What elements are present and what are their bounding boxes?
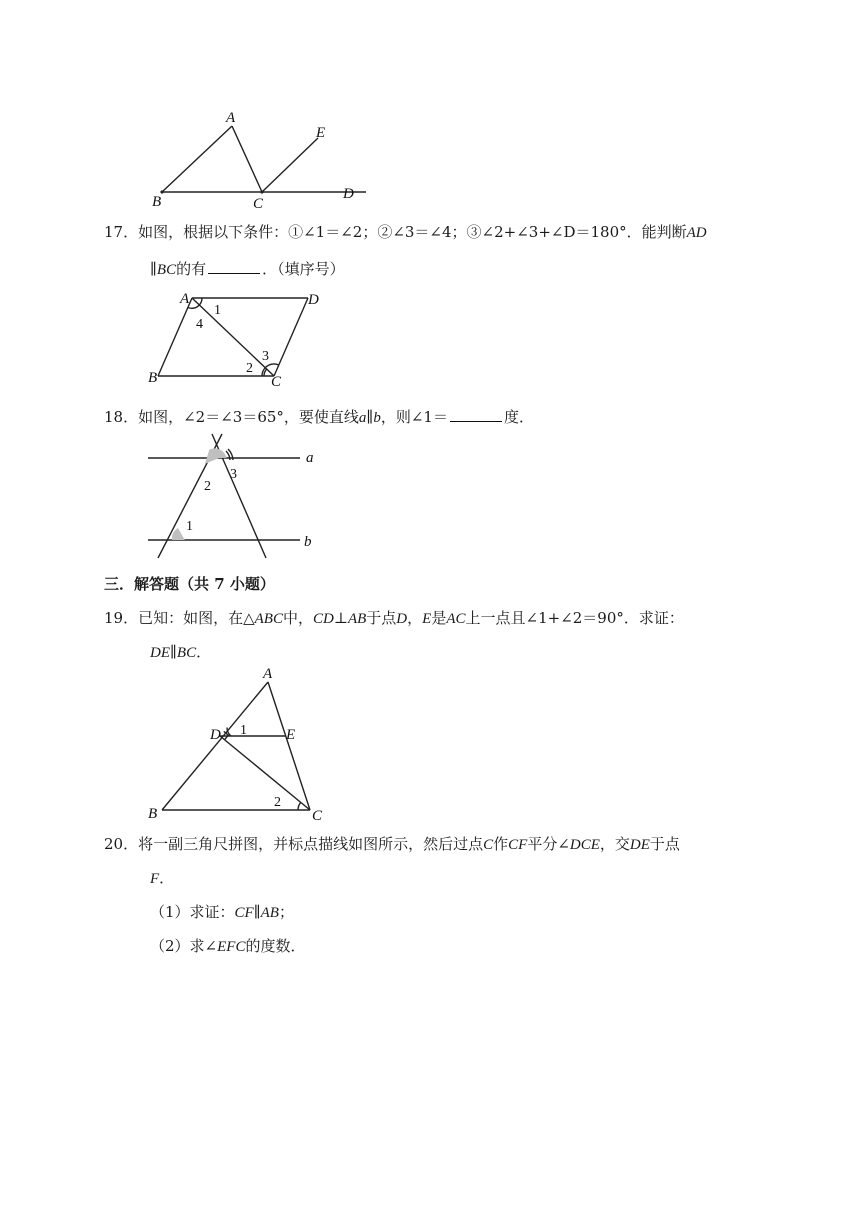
q20-sub2-var: EFC — [217, 939, 246, 955]
q17-answer-blank[interactable] — [208, 258, 260, 274]
q20-text: 将一副三角尺拼图，并标点描线如图所示，然后过点 — [138, 835, 484, 853]
q18-text-b: ，则∠1＝ — [380, 408, 448, 426]
angle-3: 3 — [230, 467, 237, 482]
q19-text: 是 — [431, 609, 447, 627]
q20-var: DCE — [569, 837, 600, 853]
q17-line2 — [150, 258, 345, 280]
q20-var: DE — [629, 837, 650, 853]
q20-text: ，交 — [599, 835, 630, 853]
q19-var: CD — [313, 611, 334, 627]
angle-3: 3 — [262, 349, 269, 364]
q20-text: 于点 — [649, 835, 680, 853]
angle-2: 2 — [274, 795, 281, 810]
label-D: D — [343, 186, 354, 202]
figure-q19 — [140, 664, 340, 824]
angle-1: 1 — [186, 519, 193, 534]
q18-line1 — [104, 406, 534, 428]
q20-var: CF — [508, 837, 528, 853]
label-C: C — [312, 808, 323, 824]
q18-var-a: a — [358, 410, 367, 426]
q18-answer-blank[interactable] — [450, 406, 502, 422]
line-label-b: b — [304, 534, 312, 550]
figure-q18 — [140, 432, 330, 564]
q18-text-c: 度． — [503, 408, 534, 426]
q19-var: E — [422, 611, 432, 627]
q19-conclusion: DE∥BC — [150, 645, 197, 661]
angle-2: 2 — [246, 361, 253, 376]
q19-text: 已知：如图，在△ — [138, 609, 255, 627]
q19-text: 中， — [282, 609, 313, 627]
q20-sub1 — [150, 902, 294, 923]
q20-text: ； — [278, 903, 294, 921]
section-title: 三．解答题（共 7 小题） — [104, 575, 275, 593]
q17-text-a: 如图，根据以下条件：①∠1＝∠2；②∠3＝∠4；③∠2+∠3+∠D＝180°．能判断 — [138, 223, 687, 241]
label-A: A — [263, 666, 273, 682]
q17-text-b: 的有 — [176, 260, 207, 278]
q20-var: C — [483, 837, 494, 853]
q19-var: ABC — [254, 611, 283, 627]
q20-line2 — [150, 868, 174, 889]
q20-sub1-var: CF∥AB — [234, 905, 279, 921]
q17-text-c: ．（填序号） — [262, 260, 345, 278]
line-label-a: a — [306, 450, 314, 466]
q17-number: 17． — [104, 223, 139, 241]
label-E: E — [316, 125, 326, 141]
label-A: A — [180, 291, 190, 307]
q20-number: 20． — [104, 835, 139, 853]
label-B: B — [148, 370, 158, 386]
angle-4: 4 — [196, 317, 203, 332]
q19-text: ⊥ — [333, 609, 348, 627]
angle-1: 1 — [240, 723, 247, 738]
q19-var: AB — [347, 611, 367, 627]
q19-text: ． — [196, 643, 212, 661]
q18-var-b: b — [373, 410, 381, 426]
q18-number: 18． — [104, 408, 139, 426]
q19-line1 — [104, 608, 684, 629]
q20-text: 的度数． — [245, 937, 306, 955]
q20-var: F — [150, 871, 160, 887]
q19-var: D — [396, 611, 408, 627]
q19-text: 于点 — [366, 609, 397, 627]
q19-var: AC — [446, 611, 466, 627]
q17-var-ad: AD — [686, 225, 707, 241]
q18-text-a: 如图，∠2＝∠3＝65°，要使直线 — [138, 408, 359, 426]
label-D: D — [210, 727, 221, 743]
label-C: C — [271, 374, 282, 390]
q19-text: ， — [407, 609, 423, 627]
q18-parallel: ∥ — [366, 408, 374, 426]
figure-q16 — [140, 108, 380, 213]
q20-sub1-label: （1）求证： — [150, 903, 235, 921]
label-A: A — [226, 110, 236, 126]
angle-2: 2 — [204, 479, 211, 494]
q20-sub2-label: （2）求∠ — [150, 937, 218, 955]
q20-sub2 — [150, 936, 305, 957]
q17-line1 — [104, 222, 707, 243]
q19-number: 19． — [104, 609, 139, 627]
q17-var-bc: ∥BC — [150, 262, 177, 278]
q19-line2 — [150, 642, 211, 663]
label-E: E — [286, 727, 296, 743]
label-C: C — [253, 196, 264, 212]
label-B: B — [152, 194, 162, 210]
q20-text: ． — [159, 869, 175, 887]
q19-text: 上一点且∠1+∠2＝90°．求证： — [465, 609, 684, 627]
q20-text: 作 — [493, 835, 509, 853]
label-B: B — [148, 806, 158, 822]
figure-q17 — [140, 288, 340, 390]
q20-text: 平分∠ — [527, 835, 570, 853]
q20-line1 — [104, 834, 680, 855]
label-D: D — [308, 292, 319, 308]
angle-1: 1 — [214, 303, 221, 318]
